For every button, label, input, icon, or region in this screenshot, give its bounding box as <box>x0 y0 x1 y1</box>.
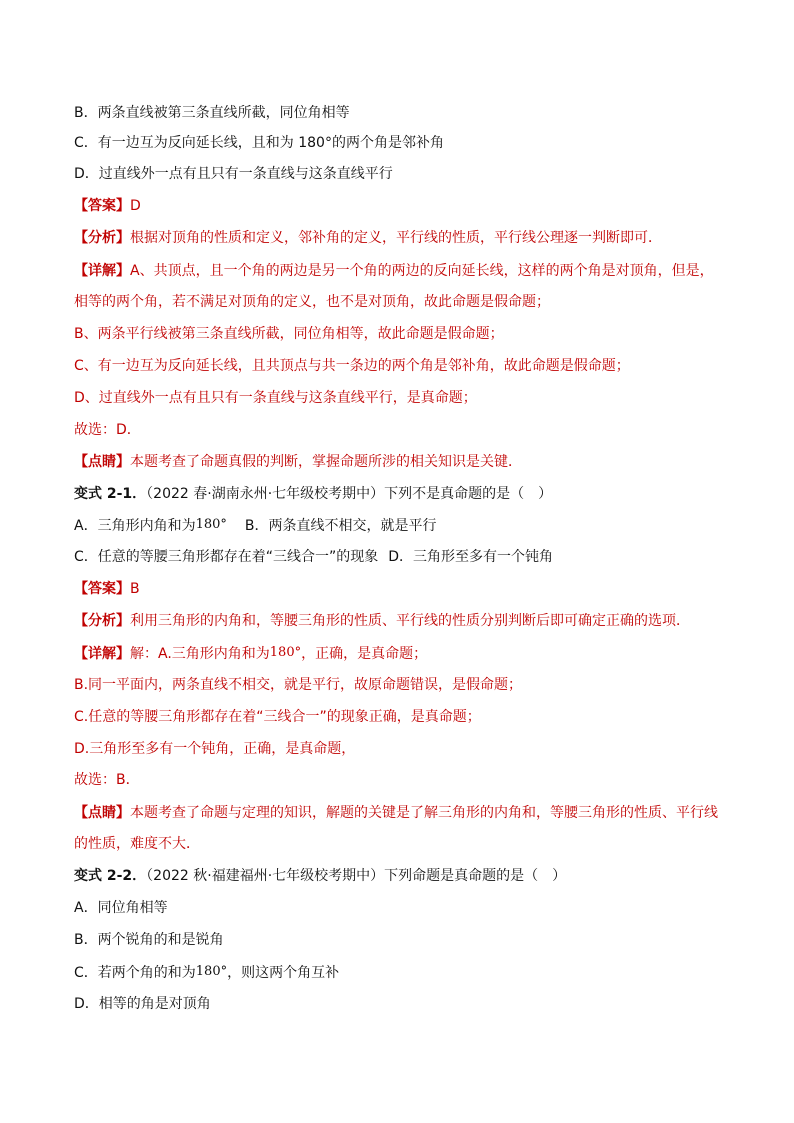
q2-detail-d: D.三角形至多有一个钝角，正确，是真命题， <box>74 741 356 757</box>
q1-option-d: D．过直线外一点有且只有一条直线与这条直线平行 <box>74 166 393 182</box>
q2-title <box>74 485 724 503</box>
q1-comment <box>74 453 724 471</box>
q2-detail-b: B.同一平面内，两条直线不相交，就是平行，故原命题错误，是假命题； <box>74 677 523 693</box>
q1-option-b: B．两条直线被第三条直线所截，同位角相等 <box>74 105 350 121</box>
detail-tag: 【详解】 <box>74 263 130 279</box>
q2-analysis <box>74 612 724 630</box>
q2-comment-line1 <box>74 804 724 822</box>
q2-answer <box>74 580 724 598</box>
degree-value: 180° <box>195 517 227 532</box>
q2-title-label: 变式 2-1． <box>74 486 147 502</box>
answer-tag: 【答案】 <box>74 581 130 597</box>
q2-detail-a <box>74 644 724 663</box>
q2-title-text: （2022 春·湖南永州·七年级校考期中）下列不是真命题的是（ ） <box>146 486 553 502</box>
detail-a-pre: 解：A.三角形内角和为 <box>130 646 270 662</box>
q2-choose: 故选：B． <box>74 772 140 788</box>
q1-option-c: C．有一边互为反向延长线，且和为 180°的两个角是邻补角 <box>74 135 444 151</box>
q2-options-cd <box>74 548 724 566</box>
q1-detail-a-line2: 相等的两个角，若不满足对顶角的定义，也不是对顶角，故此命题是假命题； <box>74 294 550 310</box>
answer-value: D <box>130 198 141 214</box>
comment-text: 本题考查了命题与定理的知识，解题的关键是了解三角形的内角和，等腰三角形的性质、平行线 <box>130 805 718 821</box>
q3-title-label: 变式 2-2． <box>74 868 147 884</box>
q1-detail-b: B、两条平行线被第三条直线所截，同位角相等，故此命题是假命题； <box>74 326 504 342</box>
comment-tag: 【点睛】 <box>74 805 130 821</box>
q1-detail-c: C、有一边互为反向延长线，且共顶点与共一条边的两个角是邻补角，故此命题是假命题； <box>74 358 630 374</box>
q3-option-c <box>74 963 724 982</box>
comment-tag: 【点睛】 <box>74 454 130 470</box>
comment-text: 本题考查了命题真假的判断，掌握命题所涉的相关知识是关键． <box>130 454 522 470</box>
q1-choose: 故选：D． <box>74 422 141 438</box>
q1-analysis <box>74 229 724 247</box>
analysis-text: 根据对顶角的性质和定义，邻补角的定义，平行线的性质，平行线公理逐一判断即可． <box>130 230 662 246</box>
q1-answer <box>74 197 724 215</box>
analysis-text: 利用三角形的内角和，等腰三角形的性质、平行线的性质分别判断后即可确定正确的选项． <box>130 613 690 629</box>
q3-option-b: B．两个锐角的和是锐角 <box>74 932 224 948</box>
answer-tag: 【答案】 <box>74 198 130 214</box>
degree-value: 180° <box>269 645 302 660</box>
q2-option-a: A．三角形内角和为 <box>74 518 196 534</box>
q1-detail-d: D、过直线外一点有且只有一条直线与这条直线平行，是真命题； <box>74 390 477 406</box>
q3-title <box>74 867 724 885</box>
answer-value: B <box>130 581 140 597</box>
q2-option-d: D．三角形至多有一个钝角 <box>388 549 554 565</box>
q3-option-c-post: ，则这两个角互补 <box>227 965 340 981</box>
analysis-tag: 【分析】 <box>74 613 130 629</box>
q3-option-a: A．同位角相等 <box>74 900 168 916</box>
analysis-tag: 【分析】 <box>74 230 130 246</box>
detail-tag: 【详解】 <box>74 646 130 662</box>
q2-option-b: B．两条直线不相交，就是平行 <box>244 518 437 534</box>
q3-title-text: （2022 秋·福建福州·七年级校考期中）下列命题是真命题的是（ ） <box>146 868 567 884</box>
detail-text: A、共顶点，且一个角的两边是另一个角的两边的反向延长线，这样的两个角是对顶角，但是， <box>130 263 714 279</box>
q3-option-d: D．相等的角是对顶角 <box>74 996 211 1012</box>
q2-options-ab <box>74 516 724 535</box>
degree-value: 180° <box>195 964 228 979</box>
q2-comment-line2: 的性质，难度不大． <box>74 836 200 852</box>
q1-detail-a-line1 <box>74 262 724 280</box>
detail-a-post: ，正确，是真命题； <box>301 646 428 662</box>
q3-option-c-pre: C．若两个角的和为 <box>74 965 196 981</box>
q2-option-c: C．任意的等腰三角形都存在着“三线合一”的现象 <box>74 549 379 565</box>
q2-detail-c: C.任意的等腰三角形都存在着“三线合一”的现象正确，是真命题； <box>74 709 481 725</box>
